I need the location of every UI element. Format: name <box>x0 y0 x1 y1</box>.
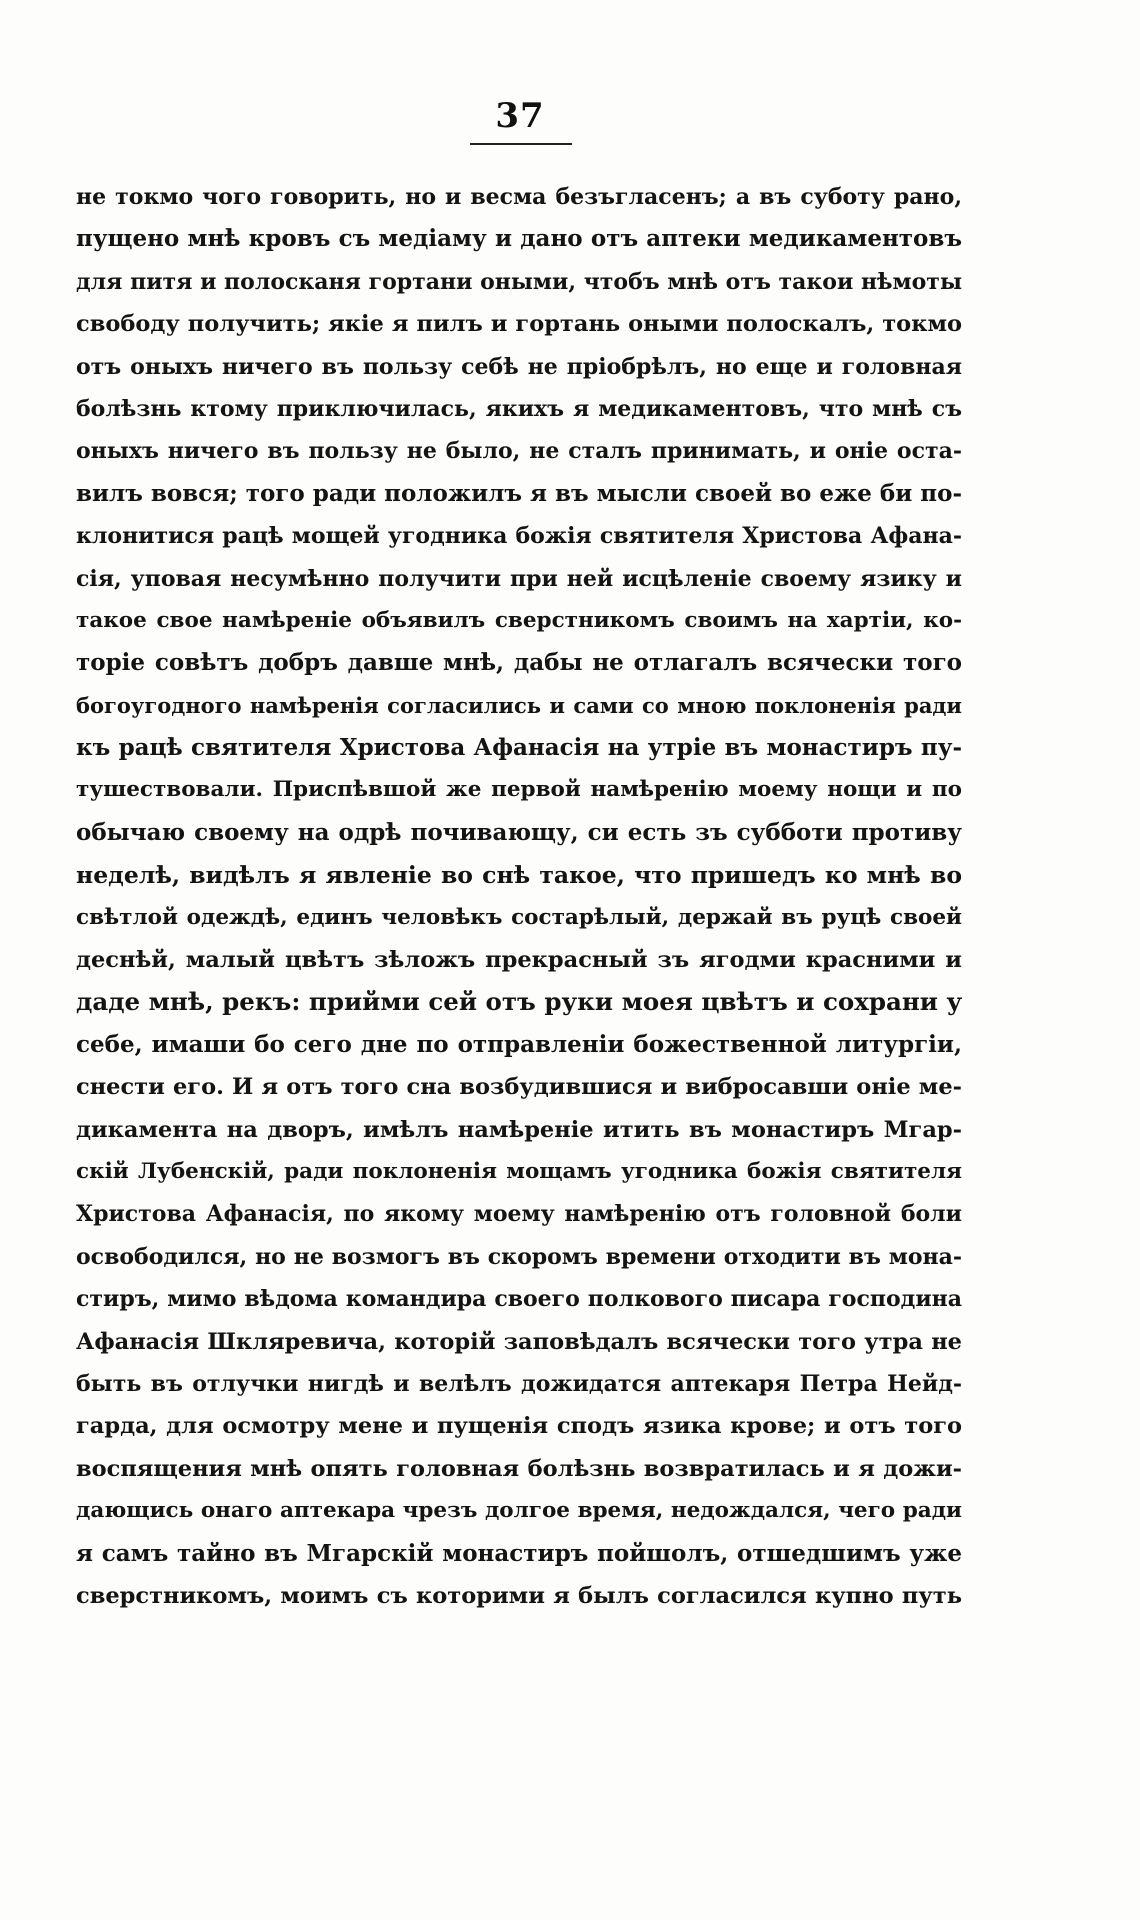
text-line: скій Лубенскій, ради поклоненія мощамъ угодника божія святителя <box>76 1158 962 1184</box>
text-line: дающись онаго аптекара чрезъ долгое время, недождался, чего ради <box>76 1498 962 1524</box>
text-line: я самъ тайно въ Мгарскій монастиръ пойшолъ, отшедшимъ уже <box>76 1539 962 1567</box>
text-line: быть въ отлучки нигдѣ и велѣлъ дожидатся аптекаря Петра Нейд- <box>76 1370 962 1397</box>
text-line: себе, имаши бо сего дне по отправленіи божественной литургіи, <box>76 1030 962 1058</box>
text-line: вилъ вовся; того ради положилъ я въ мысли своей во еже би по- <box>76 479 962 507</box>
text-line: оныхъ ничего въ пользу не было, не сталъ принимать, и оніе оста- <box>76 438 962 465</box>
text-line: даде мнѣ, рекъ: прийми сей отъ руки моея цвѣтъ и сохрани у <box>76 987 962 1017</box>
page-number: 37 <box>495 96 545 136</box>
text-line: такое свое намѣреніе объявилъ сверстникомъ своимъ на хартіи, ко- <box>76 607 962 633</box>
body-text <box>76 176 962 1617</box>
text-line: обычаю своему на одрѣ почивающу, си есть зъ субботи противу <box>76 818 962 846</box>
text-line: снести его. И я отъ того сна возбудившися и вибросавши оніе ме- <box>76 1074 962 1101</box>
text-line: сія, уповая несумѣнно получити при ней исцѣленіе своему язику и <box>76 565 962 592</box>
text-line: Христова Афанасія, по якому моему намѣренію отъ головной боли <box>76 1201 962 1228</box>
text-line: деснѣй, малый цвѣтъ зѣложъ прекрасный зъ ягодми красними и <box>76 947 962 974</box>
text-line: не токмо чого говорить, но и весма безъгласенъ; а въ суботу рано, <box>76 184 962 210</box>
text-line: для питя и полосканя гортани оными, чтобъ мнѣ отъ такои нѣмоты <box>76 268 962 295</box>
text-line: тушествовали. Приспѣвшой же первой намѣренію моему нощи и по <box>76 777 962 803</box>
text-line: свѣтлой одеждѣ, единъ человѣкъ состарѣлый, держай въ руцѣ своей <box>76 904 962 930</box>
text-line: неделѣ, видѣлъ я явленіе во снѣ такое, что пришедъ ко мнѣ во <box>76 861 962 890</box>
text-line: пущено мнѣ кровъ съ медіаму и дано отъ аптеки медикаментовъ <box>76 225 962 253</box>
text-line: клонитися рацѣ мощей угодника божія святителя Христова Афана- <box>76 523 962 550</box>
page-number-rule <box>470 143 572 145</box>
text-line: дикамента на дворъ, имѣлъ намѣреніе итить въ монастиръ Мгар- <box>76 1116 962 1143</box>
text-line: воспящения мнѣ опять головная болѣзнь возвратилась и я дожи- <box>76 1455 962 1482</box>
text-line: Афанасія Шкляревича, которій заповѣдалъ всячески того утра не <box>76 1328 962 1355</box>
text-line: отъ оныхъ ничего въ пользу себѣ не пріобрѣлъ, но еще и головная <box>76 353 962 380</box>
text-line: гарда, для осмотру мене и пущенія сподъ язика крове; и отъ того <box>76 1413 962 1440</box>
text-line: богоугодного намѣренія согласились и сами со мною поклоненія ради <box>76 692 962 718</box>
text-line: освободился, но не возмогъ въ скоромъ времени отходити въ мона- <box>76 1243 962 1270</box>
text-line: сверстникомъ, моимъ съ которими я былъ согласился купно путь <box>76 1582 962 1609</box>
text-line: стиръ, мимо вѣдома командира своего полкового писара господина <box>76 1286 962 1313</box>
text-line: болѣзнь ктому приключилась, якихъ я медикаментовъ, что мнѣ съ <box>76 395 962 422</box>
text-line: свободу получить; якіе я пилъ и гортань оными полоскалъ, токмо <box>76 311 962 338</box>
text-line: торіе совѣтъ добръ давше мнѣ, дабы не отлагалъ всячески того <box>76 649 962 677</box>
text-line: къ рацѣ святителя Христова Афанасія на утріе въ монастиръ пу- <box>76 734 962 762</box>
